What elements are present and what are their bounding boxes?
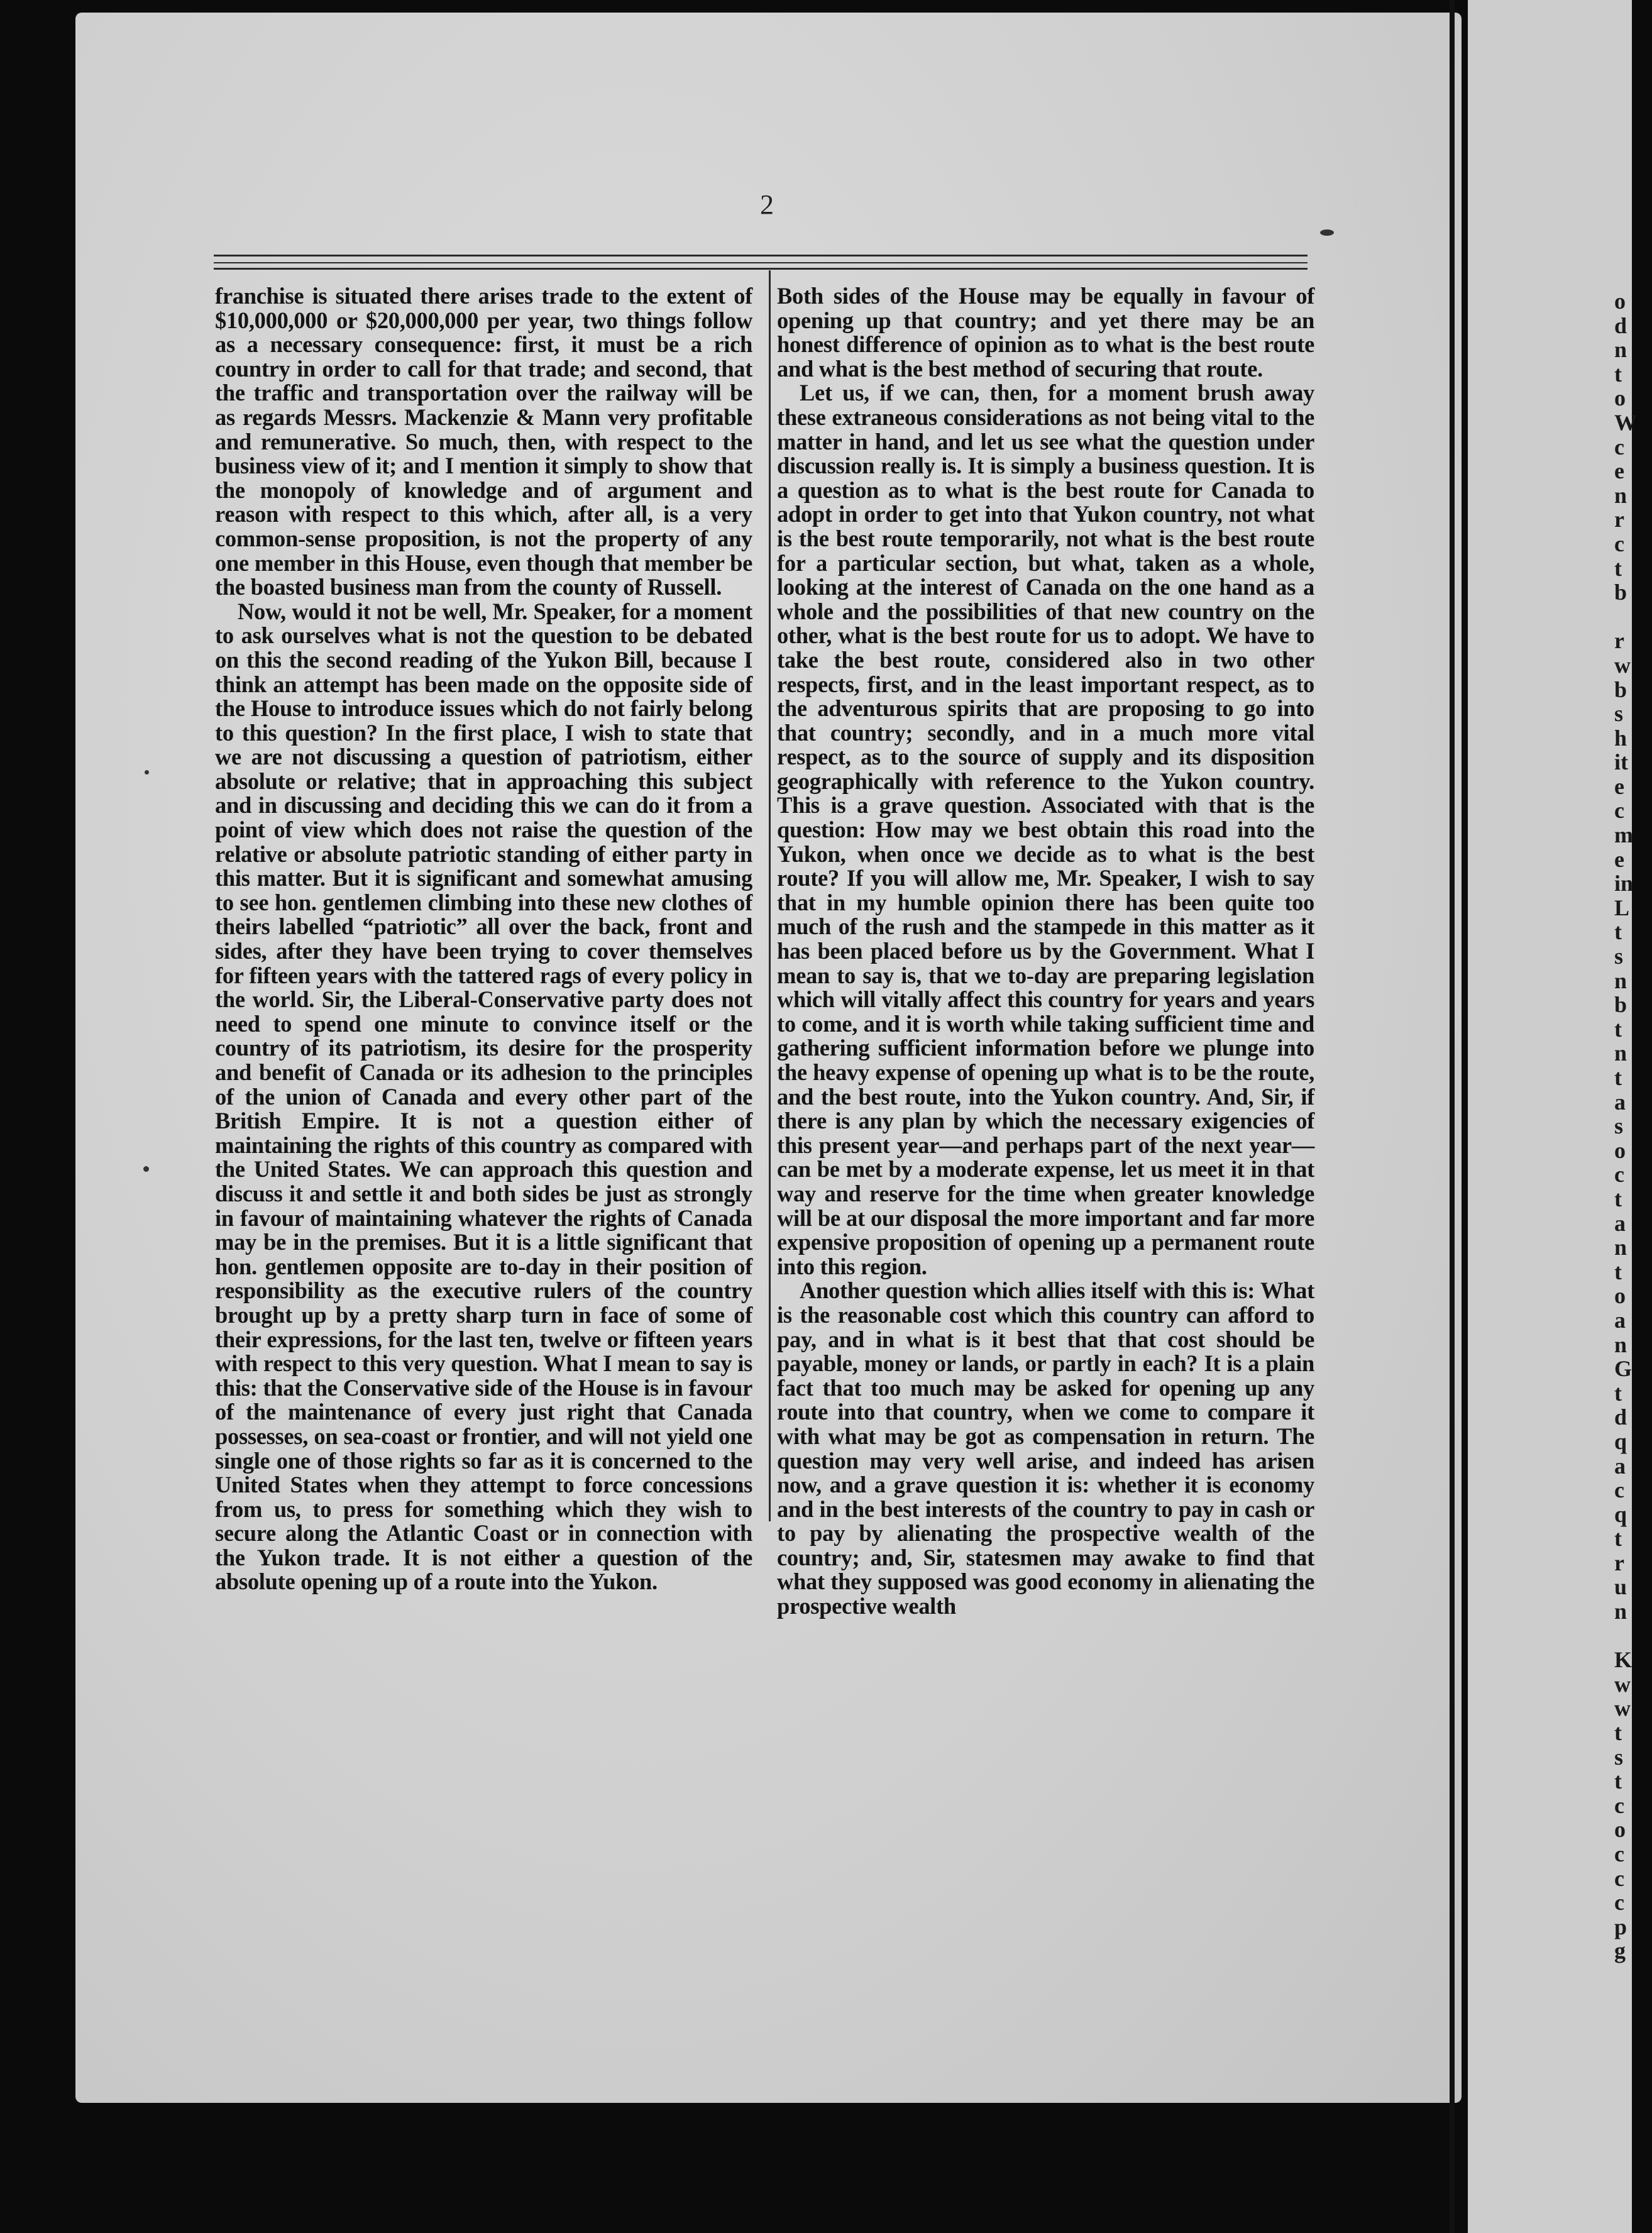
right-paragraph-2: Let us, if we can, then, for a moment brush away these extraneous considerations as not being vital to the matter in hand, and let us see what the question under discussion really is. It is simply a business question. It is a question as to what is the best route for Canada to adopt in order to get into that Yukon country, not what is the best route temporarily, not what is the best route for a particular section, but what, taken as a whole, looking at the interest of Canada on the one hand as a whole and the possibilities of that new country on the other, what is the best route for us to adopt. We have to take the best route, considered also in two other respects, first, and in the least important respect, as to the adventurous spirits that are proposing to go into that country; secondly, and in a much more vital respect, as to the source of supply and its disposition geographically with reference to the Yukon country. This is a grave question. Associated with that is the question: How may we best obtain this road into the Yukon, when once we decide as to what is the best route? If you will allow me, Mr. Speaker, I wish to say that in my humble opinion there has been quite too much of the rush and the stampede in this matter as it has been placed before us by the Government. What I mean to say is, that we to-day are preparing legislation which will vitally affect this country for years and years to come, and it is worth while taking sufficient time and gathering sufficient information before we plunge into the heavy expense of opening up what is to be the route, and the best route, into the Yukon country. And, Sir, if there is any plan by which the necessary exigencies of this present year—and perhaps part of the next year—can be met by a moderate expense, let us meet it in that way and reserve for the time when greater knowledge will be at our disposal the more important and far more expensive proposition of opening up a permanent route into this region. — [777, 380, 1314, 1279]
adjacent-page-fragment: K — [1614, 1647, 1633, 1673]
adjacent-page-fragment: s — [1614, 944, 1624, 969]
adjacent-page-fragment: c — [1614, 1865, 1624, 1891]
adjacent-page-fragment: o — [1614, 1283, 1626, 1309]
adjacent-page-fragment: c — [1614, 1477, 1624, 1503]
adjacent-page-fragment: s — [1614, 701, 1624, 727]
adjacent-page-fragment: q — [1614, 1428, 1627, 1454]
adjacent-page-fragment: t — [1614, 1186, 1622, 1211]
adjacent-page-fragment: t — [1614, 1720, 1622, 1746]
adjacent-page-fragment: b — [1614, 580, 1627, 605]
adjacent-page-fragment: c — [1614, 531, 1624, 556]
adjacent-page-fragment: a — [1614, 1453, 1626, 1479]
adjacent-page-fragment: s — [1614, 1744, 1624, 1770]
adjacent-page-fragment: c — [1614, 434, 1624, 460]
adjacent-page-fragment: n — [1614, 968, 1627, 993]
adjacent-page-fragment: g — [1614, 1938, 1626, 1964]
adjacent-page-fragment: L — [1614, 895, 1630, 920]
adjacent-page-fragment: t — [1614, 1526, 1622, 1552]
adjacent-page-fragment: b — [1614, 676, 1627, 702]
adjacent-page-fragment: m — [1614, 822, 1633, 848]
adjacent-page-fragment: t — [1614, 1380, 1622, 1406]
page-gutter-shadow — [1450, 0, 1455, 2233]
adjacent-page-fragment: W — [1614, 409, 1637, 435]
adjacent-page-fragment: s — [1614, 1113, 1624, 1139]
adjacent-page-fragment: w — [1614, 1695, 1631, 1721]
adjacent-page-fragment: a — [1614, 1307, 1626, 1333]
scan-speck — [143, 1166, 149, 1172]
adjacent-page-fragment: a — [1614, 1210, 1626, 1236]
adjacent-page-fragment: G — [1614, 1356, 1633, 1382]
adjacent-page-edge — [1468, 0, 1632, 2233]
adjacent-page-fragment: t — [1614, 1768, 1622, 1794]
right-paragraph-3: Another question which allies itself with this is: What is the reasonable cost which this country can afford to pay, and in what is it best that that cost should be payable, money or lands, or partly in each? It is a plain fact that too much may be asked for opening up any route into that country, when we come to compare it with what may be got as compensation in return. The question may very well arise, and indeed has arisen now, and a grave question it is: whether it is economy and in the best interests of the country to pay in cash or to pay by alienating the prospective wealth of the country; and, Sir, statesmen may awake to find that what they supposed was good economy in alienating the prospective wealth — [777, 1277, 1314, 1619]
adjacent-page-fragment: h — [1614, 725, 1627, 751]
adjacent-page-fragment: c — [1614, 1162, 1624, 1188]
adjacent-page-text-fragments — [1614, 289, 1652, 1963]
column-divider — [769, 270, 771, 1521]
right-column — [777, 283, 1314, 1619]
adjacent-page-fragment: t — [1614, 1065, 1622, 1090]
adjacent-page-fragment — [1614, 1624, 1652, 1648]
adjacent-page-fragment: o — [1614, 385, 1626, 411]
adjacent-page-fragment: n — [1614, 482, 1627, 508]
header-rule-top — [214, 255, 1308, 256]
scan-speck — [145, 770, 149, 775]
adjacent-page-fragment: b — [1614, 992, 1627, 1018]
adjacent-page-fragment: e — [1614, 458, 1624, 484]
adjacent-page-fragment: d — [1614, 312, 1627, 338]
adjacent-page-fragment: o — [1614, 289, 1626, 314]
header-rule-bottom — [214, 268, 1308, 270]
adjacent-page-fragment: w — [1614, 1671, 1631, 1697]
left-column — [215, 283, 752, 1595]
adjacent-page-fragment: a — [1614, 1089, 1626, 1115]
adjacent-page-fragment: n — [1614, 1332, 1627, 1357]
adjacent-page-fragment: w — [1614, 652, 1631, 678]
adjacent-page-fragment: it — [1614, 749, 1628, 775]
adjacent-page-fragment: e — [1614, 846, 1624, 872]
adjacent-page-fragment: u — [1614, 1574, 1627, 1600]
adjacent-page-fragment: p — [1614, 1914, 1627, 1939]
adjacent-page-fragment: t — [1614, 555, 1622, 581]
adjacent-page-fragment: c — [1614, 1890, 1624, 1916]
adjacent-page-fragment: n — [1614, 1235, 1627, 1260]
adjacent-page-fragment: t — [1614, 1016, 1622, 1042]
header-rule-middle — [214, 262, 1308, 263]
adjacent-page-fragment — [1614, 605, 1652, 629]
adjacent-page-fragment: r — [1614, 507, 1624, 532]
adjacent-page-fragment: n — [1614, 1599, 1627, 1624]
adjacent-page-fragment: c — [1614, 1841, 1624, 1866]
adjacent-page-fragment: r — [1614, 1550, 1624, 1575]
adjacent-page-fragment: c — [1614, 1792, 1624, 1818]
adjacent-page-fragment: q — [1614, 1501, 1627, 1527]
adjacent-page-fragment: n — [1614, 337, 1627, 363]
right-paragraph-1: Both sides of the House may be equally in favour of opening up that country; and yet there may be an honest difference of opinion as to what is the best route and what is the best method of securing that route. — [777, 283, 1314, 382]
left-paragraph-1: franchise is situated there arises trade to the extent of $10,000,000 or $20,000,000 per year, two things follow as a necessary consequence: first, it must be a rich country in order to call for that trade; and second, that the traffic and transportation over the railway will be as regards Messrs. Mackenzie & Mann very profitable and remunerative. So much, then, with respect to the business view of it; and I mention it simply to show that the monopoly of knowledge and of argument and reason with respect to this which, after all, is a very common-sense proposition, is not the property of any one member in this House, even though that member be the boasted business man from the county of Russell. — [215, 283, 752, 600]
left-paragraph-2: Now, would it not be well, Mr. Speaker, for a moment to ask ourselves what is not the question to be debated on this the second reading of the Yukon Bill, because I think an attempt has been made on the opposite side of the House to introduce issues which do not fairly belong to this question? In the first place, I wish to state that we are not discussing a question of patriotism, either absolute or relative; that in approaching this subject and in discussing and deciding this we can do it from a point of view which does not raise the question of the relative or absolute patriotic standing of either party in this matter. But it is significant and somewhat amusing to see hon. gentlemen climbing into these new clothes of theirs labelled “patriotic” all over the back, front and sides, after they have been trying to cover themselves for fifteen years with the tattered rags of every policy in the world. Sir, the Liberal-Conservative party does not need to spend one minute to convince itself or the country of its patriotism, its desire for the prosperity and benefit of Canada or its adhesion to the principles of the union of Canada and every other part of the British Empire. It is not a question either of maintaining the rights of this country as compared with the United States. We can approach this question and discuss it and settle it and both sides be just as strongly in favour of maintaining whatever the rights of Canada may be in the premises. But it is a little significant that hon. gentlemen opposite are to-day in their position of responsibility as the executive rulers of the country brought up by a pretty sharp turn in face of some of their expressions, for the last ten, twelve or fifteen years with respect to this very question. What I mean to say is this: that the Conservative side of the House is in favour of the maintenance of every just right that Canada possesses, on sea-coast or frontier, and will not yield one single one of those rights so far as it is concerned to the United States when they attempt to force concessions from us, to press for something which they wish to secure along the Atlantic Coast or in connection with the Yukon trade. It is not either a question of the absolute opening up of a route into the Yukon. — [215, 598, 752, 1595]
adjacent-page-fragment: c — [1614, 798, 1624, 824]
adjacent-page-fragment: o — [1614, 1817, 1626, 1843]
adjacent-page-fragment: d — [1614, 1404, 1627, 1430]
adjacent-page-fragment: t — [1614, 361, 1622, 387]
adjacent-page-fragment: n — [1614, 1040, 1627, 1066]
adjacent-page-fragment: e — [1614, 773, 1624, 799]
adjacent-page-fragment: r — [1614, 628, 1624, 654]
scan-speck — [1320, 229, 1334, 236]
adjacent-page-fragment: t — [1614, 919, 1622, 945]
adjacent-page-fragment: in — [1614, 871, 1634, 896]
page-number: 2 — [760, 189, 774, 220]
adjacent-page-fragment: o — [1614, 1137, 1626, 1163]
adjacent-page-fragment: t — [1614, 1259, 1622, 1284]
